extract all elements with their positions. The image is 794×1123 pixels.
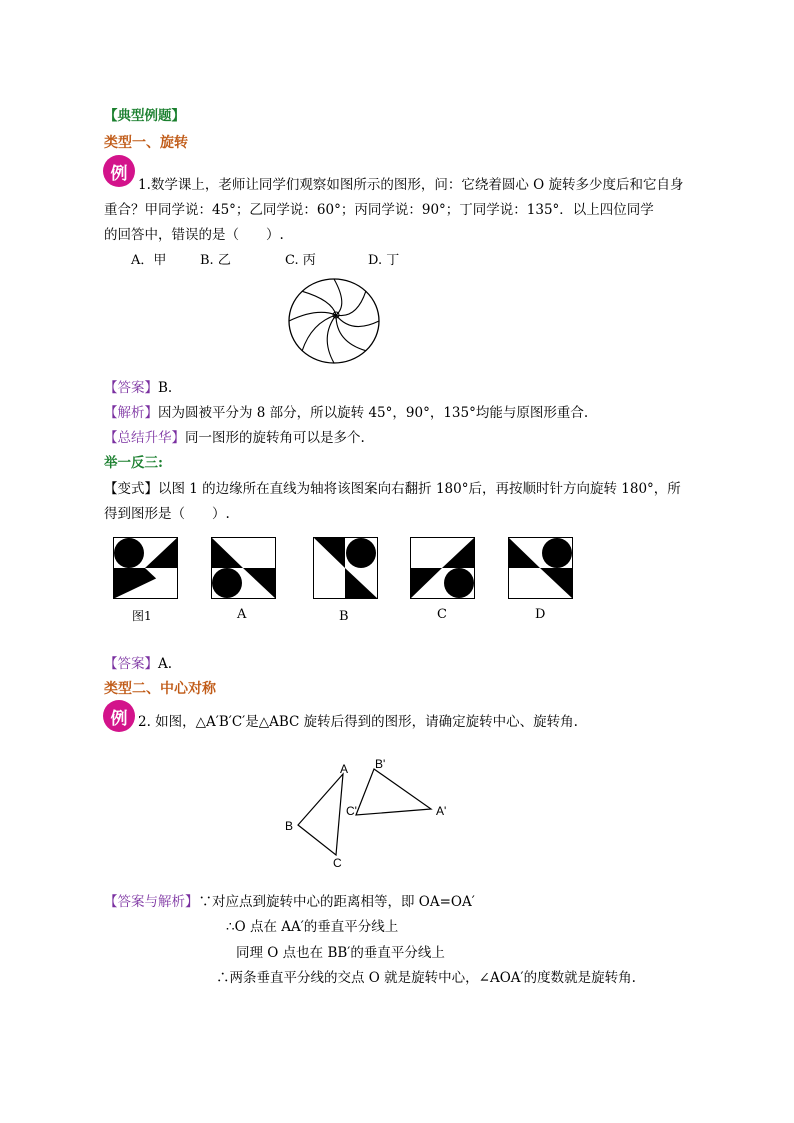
variant-answer bbox=[104, 652, 172, 672]
q2-line-3: ∴两条垂直平分线的交点 O 就是旋转中心，∠AOA′的度数就是旋转角. bbox=[216, 970, 636, 986]
q2-line-2: 同理 O 点也在 BB′的垂直平分线上 bbox=[236, 945, 445, 961]
type1-heading: 类型一、旋转 bbox=[104, 135, 188, 151]
example-badge-1: 例 bbox=[103, 155, 135, 187]
figure-a-label: A bbox=[237, 607, 247, 622]
example-badge-2: 例 bbox=[103, 700, 135, 732]
q1-answer bbox=[104, 376, 172, 396]
q1-line1: 1.数学课上，老师让同学们观察如图所示的图形，问：它绕着圆心 O 旋转多少度后和它自身 bbox=[138, 177, 684, 193]
figure-1-square bbox=[113, 537, 178, 599]
summary-text: 同一图形的旋转角可以是多个. bbox=[185, 430, 365, 446]
pinwheel-arm bbox=[336, 315, 379, 327]
variant-text-1: 以图 1 的边缘所在直线为轴将该图案向右翻折 180°后，再按顺时针方向旋转 180°，所 bbox=[158, 481, 681, 497]
type2-heading: 类型二、中心对称 bbox=[104, 681, 216, 697]
variant-tag: 【变式】 bbox=[104, 481, 158, 497]
q2-line-0: ∵对应点到旋转中心的距离相等，即 OA=OA′ bbox=[198, 894, 475, 910]
pinwheel-arm bbox=[334, 279, 342, 315]
q2-answer-line1 bbox=[104, 890, 475, 910]
q2-line-1: ∴O 点在 AA′的垂直平分线上 bbox=[226, 919, 399, 935]
figure-c-square bbox=[410, 537, 475, 599]
pinwheel-circle-figure bbox=[288, 278, 380, 364]
analysis-tag: 【解析】 bbox=[104, 405, 158, 421]
summary-tag: 【总结升华】 bbox=[104, 430, 185, 446]
label-b: B bbox=[285, 819, 294, 833]
label-c-prime: C' bbox=[346, 804, 357, 818]
variant-answer-tag: 【答案】 bbox=[104, 656, 158, 672]
label-a: A bbox=[340, 762, 349, 776]
q1-option-b: B. 乙 bbox=[200, 253, 231, 268]
label-a-prime: A' bbox=[436, 804, 447, 818]
q1-line2: 重合？甲同学说：45°；乙同学说：60°；丙同学说：90°；丁同学说：135°．以上四位同学 bbox=[104, 202, 654, 218]
label-b-prime: B' bbox=[375, 757, 386, 771]
triangles-figure bbox=[280, 755, 460, 875]
figure-d-label: D bbox=[535, 607, 546, 622]
answer-tag: 【答案】 bbox=[104, 380, 158, 396]
analysis-text: 因为圆被平分为 8 部分，所以旋转 45°，90°，135°均能与原图形重合. bbox=[158, 405, 589, 421]
figure-a-square bbox=[211, 537, 276, 599]
figure-b-label: B bbox=[339, 609, 349, 624]
q1-option-a: A．甲 bbox=[131, 253, 167, 268]
pinwheel-arm bbox=[289, 312, 336, 321]
q1-summary bbox=[104, 426, 365, 446]
figure-1-label: 图1 bbox=[132, 609, 152, 623]
q1-analysis bbox=[104, 401, 588, 421]
variant-answer-text: A. bbox=[158, 656, 173, 672]
variant-line2: 得到图形是（ ）. bbox=[104, 506, 230, 522]
q1-option-d: D. 丁 bbox=[368, 253, 400, 268]
figure-b-square bbox=[313, 537, 378, 599]
practice-heading: 举一反三: bbox=[104, 455, 163, 471]
variant-line1 bbox=[104, 477, 681, 497]
pinwheel-arm bbox=[302, 291, 336, 315]
q1-option-c: C. 丙 bbox=[285, 253, 316, 268]
answer-analysis-tag: 【答案与解析】 bbox=[104, 894, 199, 910]
figure-c-label: C bbox=[437, 607, 447, 622]
answer-text: B. bbox=[158, 380, 173, 396]
label-c: C bbox=[333, 856, 342, 870]
figure-d-square bbox=[508, 537, 573, 599]
pinwheel-arm bbox=[302, 315, 336, 351]
q1-line3: 的回答中，错误的是（ ）. bbox=[104, 227, 284, 243]
q2-text: 2. 如图，△A′B′C′是△ABC 旋转后得到的图形，请确定旋转中心、旋转角. bbox=[138, 714, 578, 730]
typical-examples-heading: 【典型例题】 bbox=[104, 108, 185, 124]
pinwheel-arm bbox=[327, 315, 336, 363]
